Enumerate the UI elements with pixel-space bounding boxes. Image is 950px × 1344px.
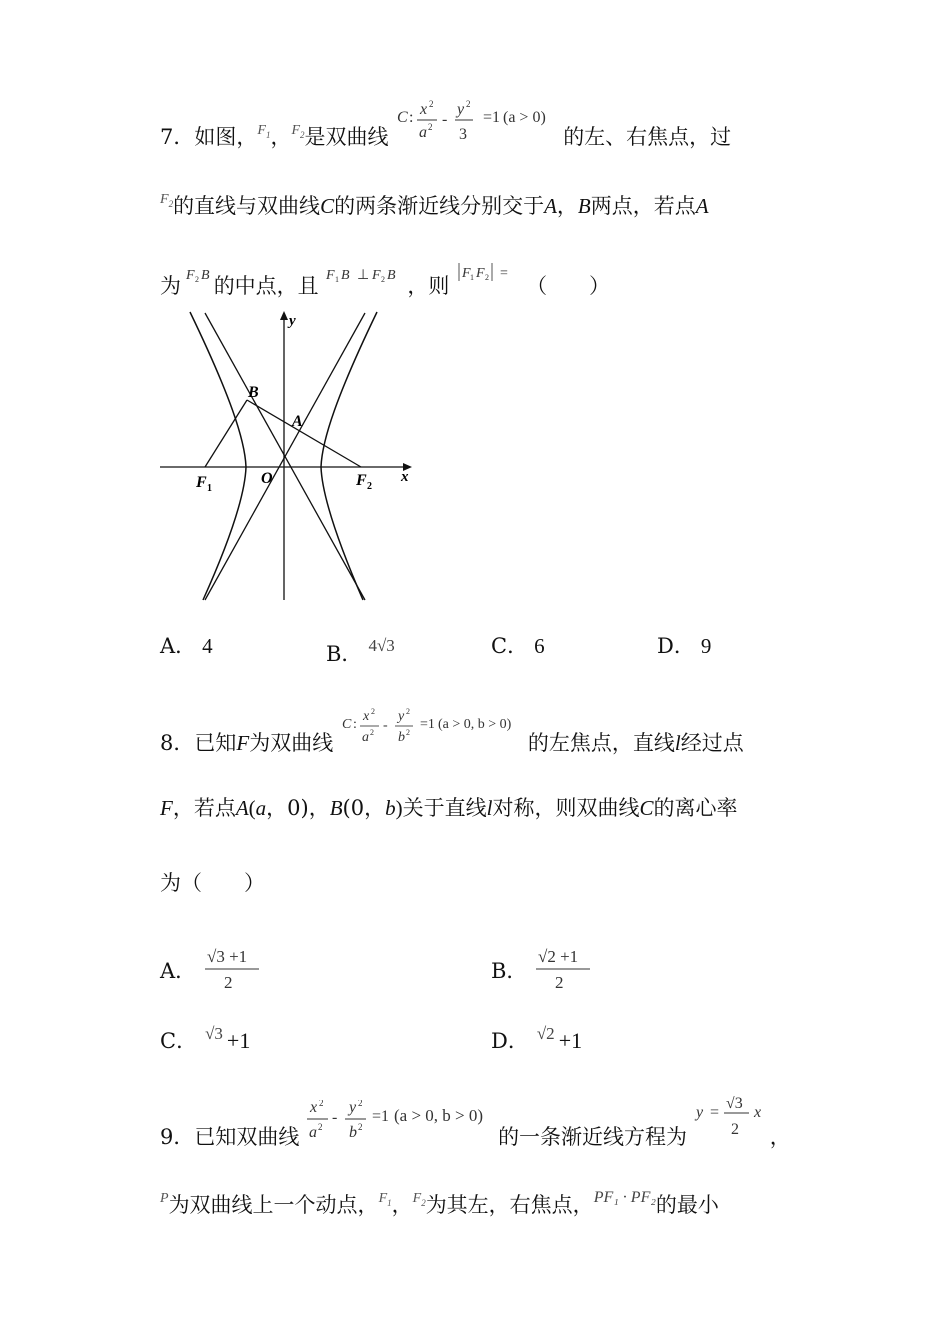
svg-text:1: 1: [335, 275, 340, 284]
svg-text:√3 +1: √3 +1: [206, 947, 248, 966]
hyperbola-figure: [155, 305, 425, 605]
dot-product: PF₁ · PF₂: [593, 1189, 656, 1206]
q8-line-2: [160, 794, 737, 822]
q9-line-1: [160, 1096, 791, 1151]
q7-option-d[interactable]: D． 9: [657, 634, 712, 658]
text: ，0)，: [266, 796, 330, 820]
hyperbola-equation: [395, 100, 563, 152]
q9-line-2: [160, 1184, 719, 1219]
svg-text:1: 1: [470, 273, 475, 282]
text: 对称，则双曲线: [492, 796, 640, 820]
text: 关于直线: [402, 796, 487, 820]
text: 是双曲线: [304, 125, 389, 149]
svg-text:=1: =1: [419, 717, 435, 732]
svg-text:=: =: [709, 1104, 719, 1121]
q7-line-2: [160, 186, 709, 220]
eq-y: y: [457, 101, 465, 118]
svg-text:2: 2: [555, 973, 564, 992]
eq-x: x: [420, 101, 428, 118]
svg-text:√3: √3: [725, 1096, 743, 1112]
segment-F1B: [205, 400, 247, 467]
svg-text:B: B: [387, 268, 396, 283]
q7-line-3: [160, 261, 610, 300]
svg-text:2: 2: [485, 273, 490, 282]
q8-option-d[interactable]: D． $^{√2}$ +1: [491, 1024, 583, 1053]
text: 为双曲线上一个动点，: [168, 1193, 379, 1217]
f1-symbol: F1: [257, 123, 271, 140]
svg-text:F: F: [462, 266, 471, 281]
label-x: x: [401, 469, 409, 485]
q8-option-a[interactable]: A． √3 +1 2: [160, 944, 265, 994]
svg-text:2: 2: [381, 275, 386, 284]
text: ，则: [407, 274, 450, 298]
answer-paren: （ ）: [526, 274, 611, 298]
f2-symbol: F2: [160, 192, 174, 209]
text: (: [248, 796, 256, 820]
svg-text:B: B: [341, 268, 350, 283]
text: ，: [556, 194, 578, 218]
svg-text:x: x: [310, 1100, 318, 1116]
hyperbola-equation: [340, 708, 528, 756]
eq-sq: 2: [466, 100, 471, 109]
text: 的左焦点，直线: [527, 731, 675, 755]
right-branch: [321, 312, 377, 600]
text: 的直线与双曲线: [173, 194, 321, 218]
text: 的一条渐近线方程为: [498, 1125, 688, 1149]
segment-BF2: [247, 400, 361, 467]
text: 如图，: [194, 125, 258, 149]
fraction-a: [203, 944, 265, 994]
text: 的左、右焦点，过: [563, 125, 732, 149]
text: 经过点: [680, 731, 744, 755]
var-B: B: [577, 194, 591, 218]
text: 的最小: [655, 1193, 719, 1217]
var-a: a: [255, 796, 267, 820]
eq-a: a: [419, 124, 428, 141]
f1f2-length: [456, 261, 526, 287]
eq-C: C: [397, 109, 408, 126]
svg-text:2: 2: [730, 1121, 739, 1138]
svg-text:-: -: [332, 1109, 338, 1126]
svg-text:b: b: [397, 730, 405, 745]
eq-colon: :: [409, 109, 414, 126]
text: 为其左，右焦点，: [425, 1193, 594, 1217]
var-A: A: [695, 194, 709, 218]
svg-text:2: 2: [358, 1122, 363, 1132]
question-number: 7．: [160, 125, 195, 149]
hyperbola-equation: [306, 1100, 498, 1150]
var-P: P: [160, 1191, 169, 1206]
svg-text:2: 2: [370, 708, 375, 716]
label-F2: F: [356, 472, 367, 489]
text: 为（ ）: [160, 871, 265, 895]
question-number: 8．: [160, 731, 195, 755]
q8-line-1: [160, 708, 744, 757]
svg-text:C: C: [341, 717, 352, 732]
svg-text::: :: [352, 717, 357, 732]
text: 两点，若点: [590, 194, 696, 218]
q7-option-a[interactable]: A． 4: [160, 634, 213, 658]
eq-3: 3: [459, 126, 468, 143]
q8-option-b[interactable]: B． √2 +1 2: [491, 944, 596, 994]
var-A: A: [544, 194, 557, 218]
label-A: A: [292, 413, 303, 430]
svg-text:b: b: [349, 1124, 358, 1141]
q8-line-3: [160, 869, 265, 897]
var-B: B: [329, 796, 343, 820]
eq-equals-1: =1: [483, 109, 501, 126]
eq-sq: 2: [428, 122, 433, 132]
label-F1-sub: 1: [207, 483, 212, 494]
label-B: B: [248, 384, 259, 401]
text: 的离心率: [653, 796, 738, 820]
text: ，若点: [172, 796, 236, 820]
var-C: C: [320, 194, 335, 218]
svg-text:x: x: [362, 709, 370, 724]
svg-text:√2 +1: √2 +1: [538, 947, 579, 966]
q7-option-c[interactable]: C． 6: [491, 634, 545, 658]
text: ，: [270, 125, 292, 149]
var-A: A: [235, 796, 249, 820]
text: (0，: [342, 796, 386, 820]
svg-text:B: B: [200, 268, 210, 283]
q7-option-b[interactable]: B． $^{4√3}$: [326, 636, 395, 666]
svg-text:2: 2: [405, 728, 410, 737]
f2-symbol: F2: [291, 123, 305, 140]
text: 的两条渐近线分别交于: [334, 194, 545, 218]
label-O: O: [261, 470, 273, 487]
svg-text:y: y: [695, 1104, 703, 1121]
var-F: F: [160, 796, 173, 820]
label-F2-sub: 2: [367, 481, 372, 492]
f1-symbol: F1: [378, 1191, 392, 1208]
svg-text:x: x: [753, 1104, 761, 1121]
f2-symbol: F2: [412, 1191, 426, 1208]
svg-text:2: 2: [318, 1122, 323, 1132]
svg-text:⊥: ⊥: [357, 268, 370, 283]
svg-text:2: 2: [194, 275, 199, 284]
text: 已知: [194, 731, 237, 755]
var-l: l: [486, 796, 493, 820]
q7-line-1: [160, 100, 731, 152]
eq-condition: (a > 0): [503, 109, 546, 126]
svg-text:y: y: [397, 709, 405, 724]
svg-text:-: -: [382, 718, 388, 733]
text: ，: [769, 1125, 791, 1149]
fraction-b: [534, 944, 596, 994]
svg-text:(a > 0, b > 0): (a > 0, b > 0): [394, 1106, 484, 1125]
text: 的中点，且: [213, 274, 319, 298]
q8-option-c[interactable]: C． $^{√3}$ +1: [160, 1024, 251, 1053]
var-F: F: [236, 731, 250, 755]
svg-text:F: F: [326, 268, 335, 283]
svg-text:2: 2: [319, 1100, 324, 1108]
perpendicular-condition: [325, 263, 407, 287]
text: ): [395, 796, 403, 820]
svg-text:2: 2: [223, 973, 233, 992]
svg-text:=: =: [500, 266, 508, 281]
svg-text:a: a: [309, 1124, 318, 1141]
text: 已知双曲线: [194, 1125, 300, 1149]
svg-text:2: 2: [358, 1100, 363, 1108]
svg-text:2: 2: [405, 708, 410, 716]
eq-minus: -: [442, 111, 448, 128]
var-b: b: [385, 796, 396, 820]
svg-text:=1: =1: [372, 1108, 390, 1125]
svg-text:F: F: [185, 268, 195, 283]
svg-text:2: 2: [369, 728, 374, 737]
svg-text:F: F: [372, 268, 381, 283]
svg-text:(a > 0, b > 0): (a > 0, b > 0): [437, 717, 512, 732]
text: ，: [391, 1193, 413, 1217]
svg-text:F: F: [476, 266, 485, 281]
svg-text:y: y: [349, 1100, 357, 1116]
eq-sq: 2: [429, 100, 434, 109]
left-branch: [190, 312, 246, 600]
text: 为: [160, 274, 181, 298]
question-number: 9．: [160, 1125, 195, 1149]
y-axis-arrow: [280, 311, 288, 320]
var-l: l: [674, 731, 681, 755]
f2b-symbol: [184, 263, 214, 287]
label-F1: F: [196, 474, 207, 491]
label-y: y: [289, 313, 296, 329]
asymptote-equation: [694, 1096, 770, 1148]
var-C: C: [639, 796, 654, 820]
svg-text:a: a: [361, 730, 369, 745]
text: 为双曲线: [249, 731, 334, 755]
